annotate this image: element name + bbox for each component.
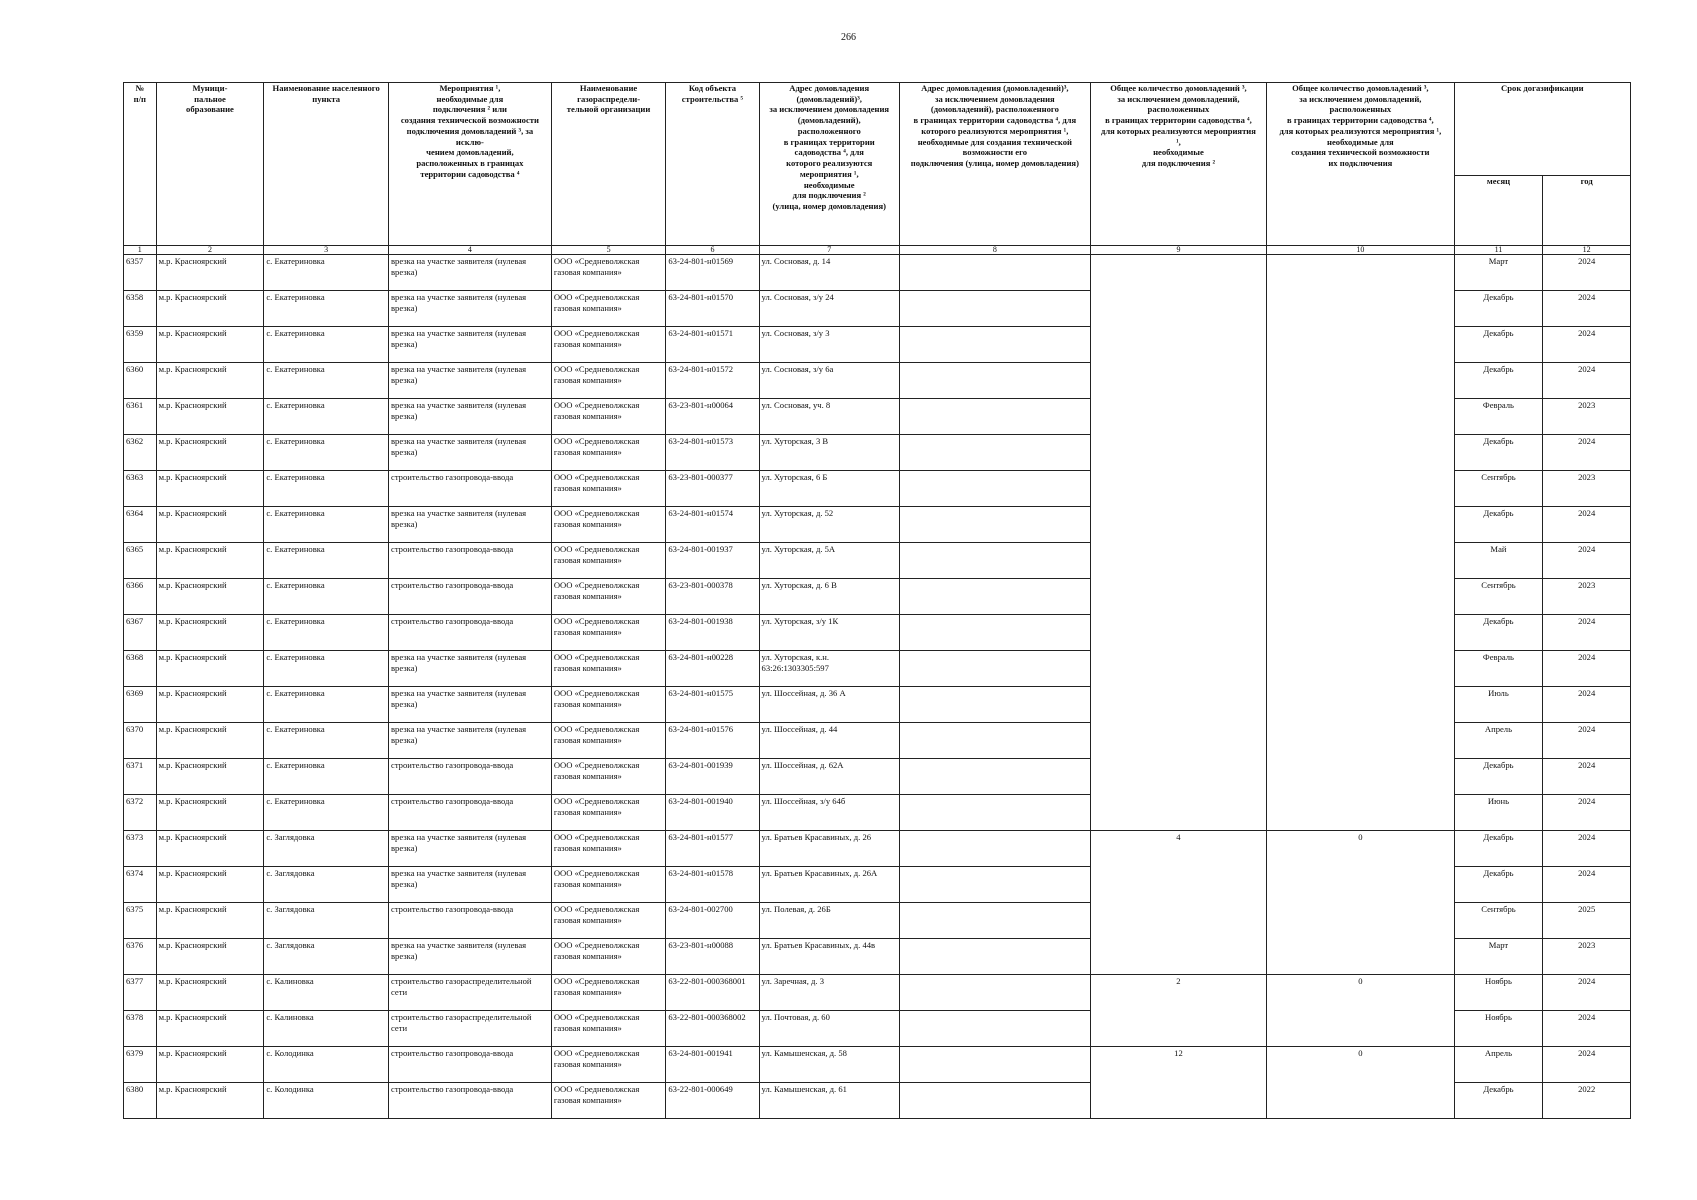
organization-cell: ООО «Средневолжская газовая компания» bbox=[551, 831, 666, 867]
header-address-technical: Адрес домовладения (домовладений)³, за исключением домовладения (домовладений), расположенного в границах территории садоводства ⁴, для которого реализуются мероприятия ¹, необходимые для создания технической возможности его подключения (улица, номер домовладения) bbox=[899, 83, 1090, 246]
month-cell: Февраль bbox=[1454, 651, 1543, 687]
settlement-cell: с. Калиновка bbox=[264, 975, 389, 1011]
object-code-cell: 63-24-801-н01573 bbox=[666, 435, 759, 471]
object-code-cell: 63-24-801-001941 bbox=[666, 1047, 759, 1083]
row-number: 6360 bbox=[124, 363, 157, 399]
object-code-cell: 63-23-801-000377 bbox=[666, 471, 759, 507]
year-cell: 2024 bbox=[1543, 327, 1631, 363]
address-cell: ул. Камышенская, д. 61 bbox=[759, 1083, 899, 1119]
header-measures: Мероприятия ¹, необходимые для подключения ² или создания технической возможности подключения домовладений ³, за исклю- чением домовладений, расположенных в границах территории садоводства ⁴ bbox=[389, 83, 552, 246]
settlement-cell: с. Екатериновка bbox=[264, 291, 389, 327]
measure-cell: врезка на участке заявителя (нулевая врезка) bbox=[389, 255, 552, 291]
row-number: 6380 bbox=[124, 1083, 157, 1119]
month-cell: Декабрь bbox=[1454, 327, 1543, 363]
technical-address-cell bbox=[899, 1047, 1090, 1083]
address-cell: ул. Хуторская, д. 6 В bbox=[759, 579, 899, 615]
object-code-cell: 63-24-801-001939 bbox=[666, 759, 759, 795]
month-cell: Март bbox=[1454, 939, 1543, 975]
settlement-cell: с. Екатериновка bbox=[264, 255, 389, 291]
page-number: 266 bbox=[841, 32, 856, 43]
header-total-connection: Общее количество домовладений ³, за исключением домовладений, расположенных в границах территории садоводства ⁴, для которых реализуются мероприятия ¹, необходимые для подключения ² bbox=[1090, 83, 1266, 246]
organization-cell: ООО «Средневолжская газовая компания» bbox=[551, 1083, 666, 1119]
row-number: 6366 bbox=[124, 579, 157, 615]
object-code-cell: 63-23-801-н00088 bbox=[666, 939, 759, 975]
object-code-cell: 63-24-801-001938 bbox=[666, 615, 759, 651]
address-cell: ул. Братьев Красавиных, д. 44в bbox=[759, 939, 899, 975]
municipality-cell: м.р. Красноярский bbox=[156, 867, 264, 903]
address-cell: ул. Хуторская, д. 5А bbox=[759, 543, 899, 579]
object-code-cell: 63-22-801-000368002 bbox=[666, 1011, 759, 1047]
organization-cell: ООО «Средневолжская газовая компания» bbox=[551, 759, 666, 795]
month-cell: Декабрь bbox=[1454, 435, 1543, 471]
object-code-cell: 63-24-801-н01574 bbox=[666, 507, 759, 543]
row-number: 6368 bbox=[124, 651, 157, 687]
settlement-cell: с. Екатериновка bbox=[264, 723, 389, 759]
municipality-cell: м.р. Красноярский bbox=[156, 543, 264, 579]
month-cell: Ноябрь bbox=[1454, 975, 1543, 1011]
address-cell: ул. Почтовая, д. 60 bbox=[759, 1011, 899, 1047]
column-number: 3 bbox=[264, 246, 389, 255]
header-organization: Наименование газораспредели- тельной организации bbox=[551, 83, 666, 246]
header-object-code: Код объекта строительства ⁵ bbox=[666, 83, 759, 246]
month-cell: Сентябрь bbox=[1454, 903, 1543, 939]
year-cell: 2024 bbox=[1543, 867, 1631, 903]
municipality-cell: м.р. Красноярский bbox=[156, 507, 264, 543]
municipality-cell: м.р. Красноярский bbox=[156, 651, 264, 687]
header-deadline: Срок догазификации bbox=[1454, 83, 1630, 176]
year-cell: 2024 bbox=[1543, 615, 1631, 651]
year-cell: 2023 bbox=[1543, 471, 1631, 507]
measure-cell: строительство газопровода-ввода bbox=[389, 759, 552, 795]
row-number: 6377 bbox=[124, 975, 157, 1011]
month-cell: Февраль bbox=[1454, 399, 1543, 435]
technical-address-cell bbox=[899, 651, 1090, 687]
column-number: 10 bbox=[1267, 246, 1455, 255]
settlement-cell: с. Екатериновка bbox=[264, 687, 389, 723]
row-number: 6358 bbox=[124, 291, 157, 327]
settlement-cell: с. Калиновка bbox=[264, 1011, 389, 1047]
address-cell: ул. Сосновая, з/у 6а bbox=[759, 363, 899, 399]
technical-address-cell bbox=[899, 507, 1090, 543]
total-connection-count: 4 bbox=[1090, 831, 1266, 975]
object-code-cell: 63-23-801-н00064 bbox=[666, 399, 759, 435]
measure-cell: врезка на участке заявителя (нулевая врезка) bbox=[389, 687, 552, 723]
month-cell: Апрель bbox=[1454, 723, 1543, 759]
municipality-cell: м.р. Красноярский bbox=[156, 975, 264, 1011]
month-cell: Декабрь bbox=[1454, 615, 1543, 651]
row-number: 6378 bbox=[124, 1011, 157, 1047]
measure-cell: врезка на участке заявителя (нулевая врезка) bbox=[389, 399, 552, 435]
settlement-cell: с. Заглядовка bbox=[264, 903, 389, 939]
column-number: 7 bbox=[759, 246, 899, 255]
address-cell: ул. Хуторская, з/у 1К bbox=[759, 615, 899, 651]
settlement-cell: с. Екатериновка bbox=[264, 759, 389, 795]
address-cell: ул. Сосновая, з/у 24 bbox=[759, 291, 899, 327]
column-number: 1 bbox=[124, 246, 157, 255]
object-code-cell: 63-24-801-002700 bbox=[666, 903, 759, 939]
month-cell: Сентябрь bbox=[1454, 471, 1543, 507]
month-cell: Ноябрь bbox=[1454, 1011, 1543, 1047]
municipality-cell: м.р. Красноярский bbox=[156, 831, 264, 867]
organization-cell: ООО «Средневолжская газовая компания» bbox=[551, 399, 666, 435]
address-cell: ул. Братьев Красавиных, д. 26А bbox=[759, 867, 899, 903]
municipality-cell: м.р. Красноярский bbox=[156, 795, 264, 831]
technical-address-cell bbox=[899, 795, 1090, 831]
organization-cell: ООО «Средневолжская газовая компания» bbox=[551, 975, 666, 1011]
column-number: 4 bbox=[389, 246, 552, 255]
settlement-cell: с. Екатериновка bbox=[264, 435, 389, 471]
municipality-cell: м.р. Красноярский bbox=[156, 1083, 264, 1119]
row-number: 6367 bbox=[124, 615, 157, 651]
year-cell: 2024 bbox=[1543, 543, 1631, 579]
measure-cell: строительство газопровода-ввода bbox=[389, 579, 552, 615]
measure-cell: врезка на участке заявителя (нулевая врезка) bbox=[389, 867, 552, 903]
technical-address-cell bbox=[899, 363, 1090, 399]
address-cell: ул. Хуторская, д. 52 bbox=[759, 507, 899, 543]
address-cell: ул. Шоссейная, з/у 64б bbox=[759, 795, 899, 831]
address-cell: ул. Шоссейная, д. 62А bbox=[759, 759, 899, 795]
address-cell: ул. Сосновая, з/у 3 bbox=[759, 327, 899, 363]
year-cell: 2024 bbox=[1543, 831, 1631, 867]
object-code-cell: 63-24-801-н01577 bbox=[666, 831, 759, 867]
object-code-cell: 63-24-801-н01575 bbox=[666, 687, 759, 723]
technical-address-cell bbox=[899, 255, 1090, 291]
organization-cell: ООО «Средневолжская газовая компания» bbox=[551, 723, 666, 759]
municipality-cell: м.р. Красноярский bbox=[156, 759, 264, 795]
technical-address-cell bbox=[899, 831, 1090, 867]
measure-cell: врезка на участке заявителя (нулевая врезка) bbox=[389, 507, 552, 543]
measure-cell: врезка на участке заявителя (нулевая врезка) bbox=[389, 435, 552, 471]
measure-cell: строительство газопровода-ввода bbox=[389, 795, 552, 831]
settlement-cell: с. Екатериновка bbox=[264, 579, 389, 615]
header-month: месяц bbox=[1454, 176, 1543, 246]
organization-cell: ООО «Средневолжская газовая компания» bbox=[551, 795, 666, 831]
row-number: 6369 bbox=[124, 687, 157, 723]
table-row bbox=[124, 975, 1631, 1011]
object-code-cell: 63-24-801-н01571 bbox=[666, 327, 759, 363]
year-cell: 2024 bbox=[1543, 435, 1631, 471]
total-technical-count: 0 bbox=[1267, 1047, 1455, 1119]
technical-address-cell bbox=[899, 939, 1090, 975]
organization-cell: ООО «Средневолжская газовая компания» bbox=[551, 867, 666, 903]
row-number: 6376 bbox=[124, 939, 157, 975]
organization-cell: ООО «Средневолжская газовая компания» bbox=[551, 687, 666, 723]
organization-cell: ООО «Средневолжская газовая компания» bbox=[551, 615, 666, 651]
municipality-cell: м.р. Красноярский bbox=[156, 939, 264, 975]
year-cell: 2024 bbox=[1543, 723, 1631, 759]
measure-cell: строительство газопровода-ввода bbox=[389, 543, 552, 579]
technical-address-cell bbox=[899, 1011, 1090, 1047]
year-cell: 2024 bbox=[1543, 507, 1631, 543]
technical-address-cell bbox=[899, 1083, 1090, 1119]
header-year: год bbox=[1543, 176, 1631, 246]
row-number: 6364 bbox=[124, 507, 157, 543]
technical-address-cell bbox=[899, 615, 1090, 651]
month-cell: Апрель bbox=[1454, 1047, 1543, 1083]
object-code-cell: 63-24-801-001940 bbox=[666, 795, 759, 831]
municipality-cell: м.р. Красноярский bbox=[156, 723, 264, 759]
table-row bbox=[124, 831, 1631, 867]
municipality-cell: м.р. Красноярский bbox=[156, 363, 264, 399]
measure-cell: строительство газораспределительной сети bbox=[389, 975, 552, 1011]
gasification-table bbox=[123, 82, 1631, 1119]
settlement-cell: с. Екатериновка bbox=[264, 651, 389, 687]
organization-cell: ООО «Средневолжская газовая компания» bbox=[551, 1047, 666, 1083]
technical-address-cell bbox=[899, 867, 1090, 903]
technical-address-cell bbox=[899, 687, 1090, 723]
measure-cell: врезка на участке заявителя (нулевая врезка) bbox=[389, 939, 552, 975]
municipality-cell: м.р. Красноярский bbox=[156, 471, 264, 507]
month-cell: Декабрь bbox=[1454, 831, 1543, 867]
address-cell: ул. Камышенская, д. 58 bbox=[759, 1047, 899, 1083]
settlement-cell: с. Заглядовка bbox=[264, 831, 389, 867]
organization-cell: ООО «Средневолжская газовая компания» bbox=[551, 651, 666, 687]
measure-cell: строительство газопровода-ввода bbox=[389, 471, 552, 507]
object-code-cell: 63-24-801-001937 bbox=[666, 543, 759, 579]
organization-cell: ООО «Средневолжская газовая компания» bbox=[551, 327, 666, 363]
month-cell: Сентябрь bbox=[1454, 579, 1543, 615]
table-body bbox=[124, 246, 1631, 1119]
object-code-cell: 63-24-801-н01569 bbox=[666, 255, 759, 291]
table-row bbox=[124, 255, 1631, 291]
year-cell: 2024 bbox=[1543, 291, 1631, 327]
settlement-cell: с. Екатериновка bbox=[264, 615, 389, 651]
municipality-cell: м.р. Красноярский bbox=[156, 399, 264, 435]
table-row bbox=[124, 1047, 1631, 1083]
technical-address-cell bbox=[899, 399, 1090, 435]
month-cell: Июль bbox=[1454, 687, 1543, 723]
technical-address-cell bbox=[899, 543, 1090, 579]
municipality-cell: м.р. Красноярский bbox=[156, 327, 264, 363]
address-cell: ул. Заречная, д. 3 bbox=[759, 975, 899, 1011]
municipality-cell: м.р. Красноярский bbox=[156, 579, 264, 615]
organization-cell: ООО «Средневолжская газовая компания» bbox=[551, 939, 666, 975]
settlement-cell: с. Екатериновка bbox=[264, 327, 389, 363]
year-cell: 2024 bbox=[1543, 255, 1631, 291]
address-cell: ул. Шоссейная, д. 44 bbox=[759, 723, 899, 759]
organization-cell: ООО «Средневолжская газовая компания» bbox=[551, 435, 666, 471]
year-cell: 2024 bbox=[1543, 1011, 1631, 1047]
year-cell: 2024 bbox=[1543, 975, 1631, 1011]
settlement-cell: с. Екатериновка bbox=[264, 507, 389, 543]
address-cell: ул. Шоссейная, д. 36 А bbox=[759, 687, 899, 723]
year-cell: 2023 bbox=[1543, 579, 1631, 615]
municipality-cell: м.р. Красноярский bbox=[156, 1047, 264, 1083]
column-number: 8 bbox=[899, 246, 1090, 255]
row-number: 6372 bbox=[124, 795, 157, 831]
column-number: 6 bbox=[666, 246, 759, 255]
technical-address-cell bbox=[899, 975, 1090, 1011]
address-cell: ул. Хуторская, 6 Б bbox=[759, 471, 899, 507]
header-municipality: Муници- пальное образование bbox=[156, 83, 264, 246]
year-cell: 2024 bbox=[1543, 795, 1631, 831]
technical-address-cell bbox=[899, 327, 1090, 363]
year-cell: 2024 bbox=[1543, 687, 1631, 723]
technical-address-cell bbox=[899, 471, 1090, 507]
year-cell: 2025 bbox=[1543, 903, 1631, 939]
object-code-cell: 63-23-801-000378 bbox=[666, 579, 759, 615]
address-cell: ул. Братьев Красавиных, д. 26 bbox=[759, 831, 899, 867]
month-cell: Декабрь bbox=[1454, 759, 1543, 795]
month-cell: Май bbox=[1454, 543, 1543, 579]
measure-cell: врезка на участке заявителя (нулевая врезка) bbox=[389, 831, 552, 867]
settlement-cell: с. Екатериновка bbox=[264, 471, 389, 507]
month-cell: Декабрь bbox=[1454, 363, 1543, 399]
municipality-cell: м.р. Красноярский bbox=[156, 615, 264, 651]
settlement-cell: с. Екатериновка bbox=[264, 543, 389, 579]
organization-cell: ООО «Средневолжская газовая компания» bbox=[551, 291, 666, 327]
year-cell: 2024 bbox=[1543, 651, 1631, 687]
settlement-cell: с. Заглядовка bbox=[264, 867, 389, 903]
object-code-cell: 63-24-801-н00228 bbox=[666, 651, 759, 687]
total-connection-count: 12 bbox=[1090, 1047, 1266, 1119]
organization-cell: ООО «Средневолжская газовая компания» bbox=[551, 903, 666, 939]
row-number: 6373 bbox=[124, 831, 157, 867]
object-code-cell: 63-24-801-н01570 bbox=[666, 291, 759, 327]
year-cell: 2024 bbox=[1543, 363, 1631, 399]
measure-cell: строительство газораспределительной сети bbox=[389, 1011, 552, 1047]
header-total-technical: Общее количество домовладений ³, за исключением домовладений, расположенных в границах территории садоводства ⁴, для которых реализуются мероприятия ¹, необходимые для создания технической возможности их подключения bbox=[1267, 83, 1455, 246]
municipality-cell: м.р. Красноярский bbox=[156, 255, 264, 291]
organization-cell: ООО «Средневолжская газовая компания» bbox=[551, 507, 666, 543]
row-number: 6365 bbox=[124, 543, 157, 579]
measure-cell: строительство газопровода-ввода bbox=[389, 1083, 552, 1119]
technical-address-cell bbox=[899, 759, 1090, 795]
row-number: 6379 bbox=[124, 1047, 157, 1083]
municipality-cell: м.р. Красноярский bbox=[156, 291, 264, 327]
column-numbers-row bbox=[124, 246, 1631, 255]
column-number: 11 bbox=[1454, 246, 1543, 255]
row-number: 6359 bbox=[124, 327, 157, 363]
settlement-cell: с. Колодинка bbox=[264, 1047, 389, 1083]
municipality-cell: м.р. Красноярский bbox=[156, 903, 264, 939]
organization-cell: ООО «Средневолжская газовая компания» bbox=[551, 1011, 666, 1047]
settlement-cell: с. Колодинка bbox=[264, 1083, 389, 1119]
technical-address-cell bbox=[899, 903, 1090, 939]
settlement-cell: с. Екатериновка bbox=[264, 795, 389, 831]
object-code-cell: 63-22-801-000368001 bbox=[666, 975, 759, 1011]
row-number: 6370 bbox=[124, 723, 157, 759]
measure-cell: строительство газопровода-ввода bbox=[389, 903, 552, 939]
measure-cell: врезка на участке заявителя (нулевая врезка) bbox=[389, 363, 552, 399]
header-settlement: Наименование населенного пункта bbox=[264, 83, 389, 246]
organization-cell: ООО «Средневолжская газовая компания» bbox=[551, 543, 666, 579]
total-technical-count: 0 bbox=[1267, 831, 1455, 975]
row-number: 6371 bbox=[124, 759, 157, 795]
total-technical-count bbox=[1267, 255, 1455, 831]
year-cell: 2022 bbox=[1543, 1083, 1631, 1119]
address-cell: ул. Хуторская, 3 В bbox=[759, 435, 899, 471]
header-address-connection: Адрес домовладения (домовладений)³, за исключением домовладения (домовладений), расположенного в границах территории садоводства ⁴, для которого реализуются мероприятия ¹, необходимые для подключения ² (улица, номер домовладения) bbox=[759, 83, 899, 246]
technical-address-cell bbox=[899, 435, 1090, 471]
organization-cell: ООО «Средневолжская газовая компания» bbox=[551, 579, 666, 615]
month-cell: Июнь bbox=[1454, 795, 1543, 831]
row-number: 6363 bbox=[124, 471, 157, 507]
organization-cell: ООО «Средневолжская газовая компания» bbox=[551, 471, 666, 507]
measure-cell: врезка на участке заявителя (нулевая врезка) bbox=[389, 651, 552, 687]
organization-cell: ООО «Средневолжская газовая компания» bbox=[551, 255, 666, 291]
address-cell: ул. Полевая, д. 26Б bbox=[759, 903, 899, 939]
row-number: 6375 bbox=[124, 903, 157, 939]
settlement-cell: с. Екатериновка bbox=[264, 363, 389, 399]
row-number: 6361 bbox=[124, 399, 157, 435]
total-connection-count bbox=[1090, 255, 1266, 831]
object-code-cell: 63-24-801-н01576 bbox=[666, 723, 759, 759]
object-code-cell: 63-24-801-н01572 bbox=[666, 363, 759, 399]
month-cell: Март bbox=[1454, 255, 1543, 291]
address-cell: ул. Хуторская, к.н. 63:26:1303305:597 bbox=[759, 651, 899, 687]
settlement-cell: с. Заглядовка bbox=[264, 939, 389, 975]
measure-cell: строительство газопровода-ввода bbox=[389, 1047, 552, 1083]
measure-cell: строительство газопровода-ввода bbox=[389, 615, 552, 651]
municipality-cell: м.р. Красноярский bbox=[156, 1011, 264, 1047]
technical-address-cell bbox=[899, 579, 1090, 615]
row-number: 6362 bbox=[124, 435, 157, 471]
technical-address-cell bbox=[899, 723, 1090, 759]
year-cell: 2024 bbox=[1543, 1047, 1631, 1083]
organization-cell: ООО «Средневолжская газовая компания» bbox=[551, 363, 666, 399]
year-cell: 2024 bbox=[1543, 759, 1631, 795]
month-cell: Декабрь bbox=[1454, 507, 1543, 543]
total-connection-count: 2 bbox=[1090, 975, 1266, 1047]
column-number: 2 bbox=[156, 246, 264, 255]
measure-cell: врезка на участке заявителя (нулевая врезка) bbox=[389, 327, 552, 363]
address-cell: ул. Сосновая, д. 14 bbox=[759, 255, 899, 291]
month-cell: Декабрь bbox=[1454, 1083, 1543, 1119]
month-cell: Декабрь bbox=[1454, 291, 1543, 327]
column-number: 5 bbox=[551, 246, 666, 255]
municipality-cell: м.р. Красноярский bbox=[156, 687, 264, 723]
row-number: 6357 bbox=[124, 255, 157, 291]
measure-cell: врезка на участке заявителя (нулевая врезка) bbox=[389, 723, 552, 759]
row-number: 6374 bbox=[124, 867, 157, 903]
settlement-cell: с. Екатериновка bbox=[264, 399, 389, 435]
object-code-cell: 63-24-801-н01578 bbox=[666, 867, 759, 903]
year-cell: 2023 bbox=[1543, 939, 1631, 975]
object-code-cell: 63-22-801-000649 bbox=[666, 1083, 759, 1119]
year-cell: 2023 bbox=[1543, 399, 1631, 435]
municipality-cell: м.р. Красноярский bbox=[156, 435, 264, 471]
measure-cell: врезка на участке заявителя (нулевая врезка) bbox=[389, 291, 552, 327]
total-technical-count: 0 bbox=[1267, 975, 1455, 1047]
column-number: 9 bbox=[1090, 246, 1266, 255]
column-number: 12 bbox=[1543, 246, 1631, 255]
month-cell: Декабрь bbox=[1454, 867, 1543, 903]
header-number: № п/п bbox=[124, 83, 157, 246]
technical-address-cell bbox=[899, 291, 1090, 327]
address-cell: ул. Сосновая, уч. 8 bbox=[759, 399, 899, 435]
